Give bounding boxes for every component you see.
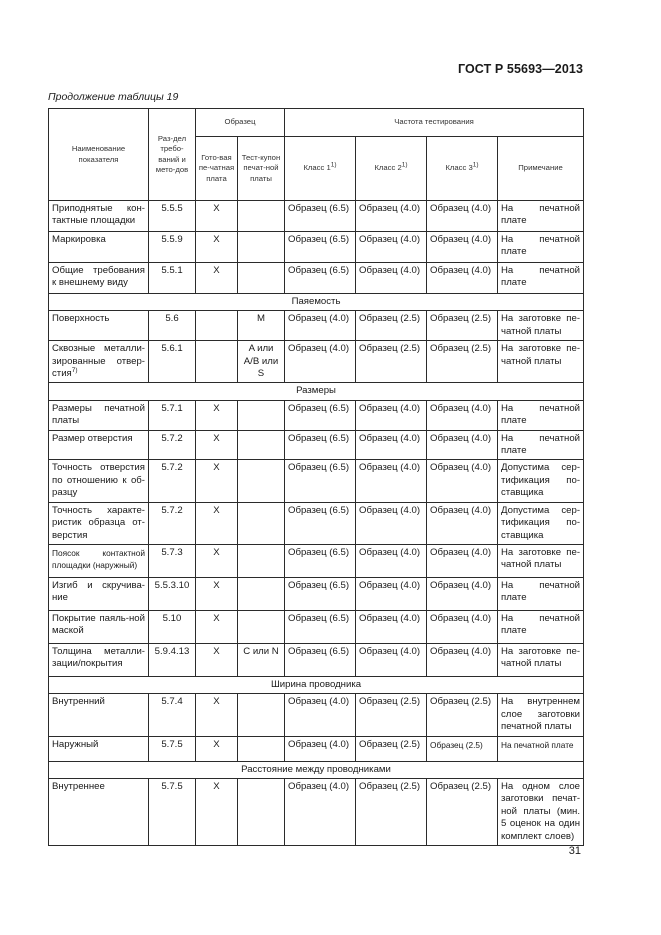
row-class1: Образец (6.5) [285, 544, 356, 577]
row-board-sample: X [196, 544, 238, 577]
row-section: 5.7.3 [149, 544, 196, 577]
row-class1: Образец (4.0) [285, 778, 356, 845]
row-class2: Образец (4.0) [356, 643, 427, 676]
row-class3: Образец (2.5) [427, 778, 498, 845]
row-name: Размер отверстия [49, 430, 149, 460]
row-class3: Образец (4.0) [427, 430, 498, 460]
page-number: 31 [568, 845, 581, 857]
row-section: 5.6.1 [149, 341, 196, 383]
row-name: Поверхность [49, 311, 149, 341]
col-header-class2: Класс 2$^{1)}$ [356, 137, 427, 201]
row-coupon-sample [238, 610, 285, 643]
row-class3: Образец (4.0) [427, 577, 498, 610]
row-class1: Образец (4.0) [285, 341, 356, 383]
row-class2: Образец (4.0) [356, 502, 427, 544]
row-note: На печатной плате [498, 577, 584, 610]
row-class1: Образец (6.5) [285, 643, 356, 676]
row-section: 5.7.5 [149, 778, 196, 845]
row-section: 5.5.3.10 [149, 577, 196, 610]
row-class1: Образец (6.5) [285, 232, 356, 263]
row-class3: Образец (4.0) [427, 643, 498, 676]
table-row [49, 232, 584, 263]
row-name: Изгиб и скручива-ние [49, 577, 149, 610]
row-class2: Образец (2.5) [356, 341, 427, 383]
row-name: Покрытие паяль-ной маской [49, 610, 149, 643]
row-class3: Образец (4.0) [427, 502, 498, 544]
row-class3: Образец (2.5) [427, 311, 498, 341]
row-note: На заготовке пе-чатной платы [498, 311, 584, 341]
row-class2: Образец (2.5) [356, 311, 427, 341]
col-header-section: Раз-дел требо-ваний и мето-дов [149, 109, 196, 201]
row-note: Допустима сер-тификация по-ставщика [498, 502, 584, 544]
table-row [49, 341, 584, 383]
row-class2: Образец (4.0) [356, 263, 427, 294]
table-row [49, 311, 584, 341]
row-class1: Образец (6.5) [285, 577, 356, 610]
section-row [49, 383, 584, 400]
table-row [49, 736, 584, 761]
col-header-note: Примечание [498, 137, 584, 201]
table-caption: Продолжение таблицы 19 [48, 91, 179, 103]
row-class1: Образец (6.5) [285, 502, 356, 544]
row-note: На печатной плате [498, 201, 584, 232]
table-row [49, 544, 584, 577]
table-row [49, 778, 584, 845]
section-title: Размеры [49, 383, 584, 400]
row-coupon-sample [238, 577, 285, 610]
row-note: На печатной плате [498, 736, 584, 761]
row-class1: Образец (6.5) [285, 201, 356, 232]
row-class3: Образец (4.0) [427, 544, 498, 577]
row-class3: Образец (2.5) [427, 694, 498, 736]
row-class2: Образец (4.0) [356, 577, 427, 610]
row-class2: Образец (4.0) [356, 610, 427, 643]
document-header: ГОСТ Р 55693—2013 [457, 62, 583, 76]
row-name: Внутреннее [49, 778, 149, 845]
table-body [49, 201, 584, 846]
row-section: 5.6 [149, 311, 196, 341]
row-class2: Образец (4.0) [356, 460, 427, 502]
col-header-board: Гото-вая пе-чатная плата [196, 137, 238, 201]
col-group-frequency: Частота тестирования [285, 109, 584, 137]
row-coupon-sample: A или A/B или S [238, 341, 285, 383]
row-note: На печатной плате [498, 610, 584, 643]
row-class2: Образец (4.0) [356, 232, 427, 263]
col-header-name: Наименование показателя [49, 109, 149, 201]
row-note: На внутреннем слое заготовки печатной платы [498, 694, 584, 736]
row-section: 5.7.2 [149, 430, 196, 460]
row-name: Сквозные металли-зированные отвер-стия$^{7)}$ [49, 341, 149, 383]
row-class1: Образец (4.0) [285, 736, 356, 761]
col-header-class1: Класс 1$^{1)}$ [285, 137, 356, 201]
row-class1: Образец (6.5) [285, 263, 356, 294]
row-class3: Образец (2.5) [427, 341, 498, 383]
row-note: На заготовке пе-чатной платы [498, 643, 584, 676]
row-note: На печатной плате [498, 263, 584, 294]
section-row [49, 294, 584, 311]
row-coupon-sample [238, 736, 285, 761]
row-class3: Образец (4.0) [427, 460, 498, 502]
row-coupon-sample [238, 694, 285, 736]
row-note: На печатной плате [498, 232, 584, 263]
row-section: 5.9.4.13 [149, 643, 196, 676]
row-class2: Образец (2.5) [356, 694, 427, 736]
row-class1: Образец (6.5) [285, 460, 356, 502]
section-title: Ширина проводника [49, 676, 584, 693]
table-row [49, 694, 584, 736]
row-class2: Образец (4.0) [356, 201, 427, 232]
row-coupon-sample [238, 201, 285, 232]
row-board-sample: X [196, 778, 238, 845]
row-coupon-sample [238, 778, 285, 845]
row-name: Наружный [49, 736, 149, 761]
row-class3: Образец (2.5) [427, 736, 498, 761]
col-group-sample: Образец [196, 109, 285, 137]
row-class3: Образец (4.0) [427, 232, 498, 263]
row-class3: Образец (4.0) [427, 400, 498, 430]
row-coupon-sample [238, 460, 285, 502]
row-class2: Образец (2.5) [356, 778, 427, 845]
row-coupon-sample [238, 232, 285, 263]
section-row [49, 761, 584, 778]
table-row [49, 400, 584, 430]
row-class1: Образец (4.0) [285, 694, 356, 736]
row-coupon-sample [238, 430, 285, 460]
section-title: Паяемость [49, 294, 584, 311]
row-coupon-sample: M [238, 311, 285, 341]
col-header-coupon: Тест-купон печат-ной платы [238, 137, 285, 201]
row-coupon-sample [238, 502, 285, 544]
table-row [49, 460, 584, 502]
row-note: На одном слое заготовки печат-ной платы (мин. 5 оценок на один комплект слоев) [498, 778, 584, 845]
table-row [49, 263, 584, 294]
row-coupon-sample: C или N [238, 643, 285, 676]
row-board-sample: X [196, 577, 238, 610]
col-header-class3: Класс 3$^{1)}$ [427, 137, 498, 201]
row-board-sample: X [196, 430, 238, 460]
row-class3: Образец (4.0) [427, 263, 498, 294]
row-name: Маркировка [49, 232, 149, 263]
table-row [49, 430, 584, 460]
row-name: Общие требования к внешнему виду [49, 263, 149, 294]
row-board-sample: X [196, 694, 238, 736]
row-name: Толщина металли-зации/покрытия [49, 643, 149, 676]
row-name: Приподнятые кон-тактные площадки [49, 201, 149, 232]
row-board-sample [196, 341, 238, 383]
row-class3: Образец (4.0) [427, 610, 498, 643]
table-row [49, 610, 584, 643]
table-row [49, 577, 584, 610]
row-class2: Образец (4.0) [356, 430, 427, 460]
row-board-sample: X [196, 232, 238, 263]
row-board-sample: X [196, 610, 238, 643]
row-board-sample: X [196, 643, 238, 676]
row-coupon-sample [238, 263, 285, 294]
row-board-sample: X [196, 460, 238, 502]
row-section: 5.7.4 [149, 694, 196, 736]
row-name: Точность характе-ристик образца от-верстия [49, 502, 149, 544]
table-row [49, 201, 584, 232]
row-name: Внутренний [49, 694, 149, 736]
row-class1: Образец (4.0) [285, 311, 356, 341]
row-name: Поясок контактной площадки (наружный) [49, 544, 149, 577]
section-title: Расстояние между проводниками [49, 761, 584, 778]
row-class3: Образец (4.0) [427, 201, 498, 232]
row-note: Допустима сер-тификация по-ставщика [498, 460, 584, 502]
row-board-sample [196, 311, 238, 341]
test-frequency-table [48, 108, 584, 846]
row-note: На заготовке пе-чатной платы [498, 544, 584, 577]
section-row [49, 676, 584, 693]
row-section: 5.5.1 [149, 263, 196, 294]
row-section: 5.7.2 [149, 460, 196, 502]
row-board-sample: X [196, 736, 238, 761]
row-coupon-sample [238, 544, 285, 577]
row-class1: Образец (6.5) [285, 400, 356, 430]
row-section: 5.5.9 [149, 232, 196, 263]
row-class1: Образец (6.5) [285, 610, 356, 643]
row-board-sample: X [196, 201, 238, 232]
row-coupon-sample [238, 400, 285, 430]
row-note: На печатной плате [498, 430, 584, 460]
row-note: На печатной плате [498, 400, 584, 430]
row-section: 5.5.5 [149, 201, 196, 232]
row-class2: Образец (4.0) [356, 400, 427, 430]
row-note: На заготовке пе-чатной платы [498, 341, 584, 383]
row-section: 5.7.5 [149, 736, 196, 761]
row-section: 5.7.2 [149, 502, 196, 544]
row-name: Размеры печатной платы [49, 400, 149, 430]
row-class2: Образец (4.0) [356, 544, 427, 577]
row-board-sample: X [196, 400, 238, 430]
row-class1: Образец (6.5) [285, 430, 356, 460]
row-section: 5.7.1 [149, 400, 196, 430]
table-row [49, 643, 584, 676]
row-section: 5.10 [149, 610, 196, 643]
table-row [49, 502, 584, 544]
row-board-sample: X [196, 502, 238, 544]
row-board-sample: X [196, 263, 238, 294]
row-class2: Образец (2.5) [356, 736, 427, 761]
row-name: Точность отверстия по отношению к об-разцу [49, 460, 149, 502]
